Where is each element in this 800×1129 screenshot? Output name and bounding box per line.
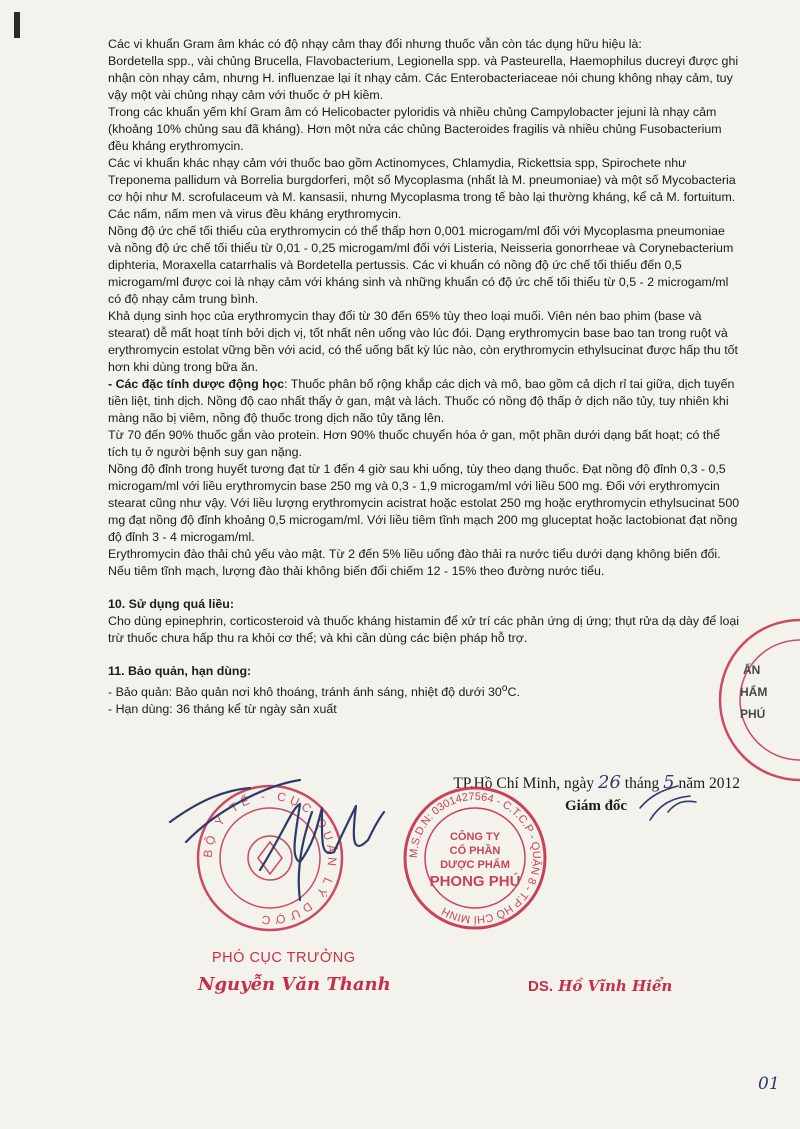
date-year: năm 2012 [678,775,740,792]
director-name-text: Hồ Vĩnh Hiển [558,977,673,995]
page-number: 01 [758,1074,780,1094]
paragraph-protein-binding: Từ 70 đến 90% thuốc gắn vào protein. Hơn 90% thuốc chuyển hóa ở gan, một phần dưới dạng bất hoạt; có thể tích tụ ở người bệnh suy gan nặng. [108,428,721,459]
company-stamp-ring-text: M.S.D.N: 0301427564 - C.T.C.P - QUẬN 8 - T.P HỒ CHÍ MINH [407,790,543,926]
director-title: Giám đốc [565,798,628,814]
company-stamp [405,788,545,928]
paragraph-mic: Nồng độ ức chế tối thiểu của erythromycin có thể thấp hơn 0,001 microgam/ml đối với Mycoplasma pneumoniae và nồng độ ức chế tối thiểu từ 0,01 - 0,25 microgam/ml đối với Listeria, Neisseria gonorrheae và Corynebacterium diphteria, Moraxella catarrhalis và Bordetella pertussis. Các vi khuẩn có nồng độ ức chế tối thiểu đến 0,5 microgam/ml được coi là nhạy cảm với kháng sinh và những khuẩn có độ ức chế tối thiểu từ 0,5 - 2 microgam/ml có độ nhạy cảm trung bình. [108,224,734,306]
pharmacokinetics-text: : Thuốc phân bố rộng khắp các dịch và mô, bao gồm cả dịch rỉ tai giữa, dịch tuyến tiền liệt, tinh dịch. Nồng độ cao nhất thấy ở gan, mật và lách. Thuốc có nồng độ thấp ở dịch não tủy, tuy nhiên khi màng não bị viêm, nồng độ thuốc trong dịch não tủy tăng lên. [108,377,735,425]
edge-stamp-line-1: ẤN [743,663,761,677]
date-day: 26 [598,772,621,793]
director-name [528,977,672,995]
paragraph-gram-negative-intro: Các vi khuẩn Gram âm khác có độ nhạy cảm thay đổi nhưng thuốc vẫn còn tác dụng hữu hiệu là: [108,37,642,51]
paragraph-gram-negative-species: Bordetella spp., vài chủng Brucella, Flavobacterium, Legionella spp. và Pasteurella, Haemophilus ducreyi được ghi nhận còn nhạy cảm, nhưng H. influenzae lại ít nhạy cảm. Các Enterobacteriaceae nói chung không nhạy cảm, tuy vậy một vài chủng nhạy cảm với thuốc ở pH kiềm. [108,54,739,102]
date-month: 5 [663,772,675,793]
pharmacokinetics-label: - Các đặc tính dược động học [108,377,285,391]
date-month-label: tháng [624,775,660,792]
paragraph-anaerobes: Trong các khuẩn yếm khí Gram âm có Helicobacter pyloridis và nhiều chủng Campylobacter jejuni là nhạy cảm (khoảng 10% chủng sau đã kháng). Hơn một nửa các chủng Bacteroides fragilis và nhiều chủng Fusobacterium đều kháng erythromycin. [108,105,722,153]
paragraph-other-bacteria: Các vi khuẩn khác nhạy cảm với thuốc bao gồm Actinomyces, Chlamydia, Rickettsia spp, Spirochete như Treponema pallidum và Borrelia burgdorferi, một số Mycoplasma (nhất là M. pneumoniae) và một số Mycobacteria cơ hội như M. scrofulaceum và M. kansasii, nhưng Mycoplasma trong tế bào lại thường kháng, kể cả M. fortuitum. [108,156,736,204]
section-11-expiry: - Hạn dùng: 36 tháng kể từ ngày sản xuất [108,702,337,717]
storage-text: - Bảo quản: Bảo quản nơi khô thoáng, tránh ánh sáng, nhiệt độ dưới 30 [108,685,502,700]
paragraph-fungi: Các nấm, nấm men và virus đều kháng erythromycin. [108,207,402,221]
director-prefix: DS. [528,978,554,995]
deputy-name: Nguyễn Văn Thanh [198,974,391,995]
company-stamp-line-3: DƯỢC PHẨM [440,859,510,871]
director-signature [640,786,696,820]
company-stamp-line-2: CỔ PHẦN [449,845,501,857]
company-stamp-line-4: PHONG PHÚ [429,873,521,890]
section-10-text: Cho dùng epinephrin, corticosteroid và thuốc kháng histamin để xử trí các phản ứng dị ứng; thụt rửa dạ dày để loại trừ thuốc chưa hấp thu ra khỏi cơ thể; và khi cần dùng các biện pháp hỗ trợ. [108,614,740,645]
paragraph-elimination: Erythromycin đào thải chủ yếu vào mật. Từ 2 đến 5% liều uống đào thải ra nước tiểu dưới dạng không biến đổi. Nếu tiêm tĩnh mạch, lượng đào thải không biến đổi chiếm 12 - 15% theo đường nước tiểu. [108,547,721,578]
section-11-title: 11. Bảo quản, hạn dùng: [108,664,252,678]
paragraph-peak-concentration: Nồng độ đỉnh trong huyết tương đạt từ 1 đến 4 giờ sau khi uống, tùy theo dạng thuốc. Đạt nồng độ đỉnh 0,3 - 0,5 microgam/ml với liều erythromycin base 250 mg và 0,3 - 1,9 microgam/ml với liều 500 mg. Đối với erythromycin stearat cũng như vậy. Với liều lượng erythromycin acistrat hoặc estolat 250 mg hoặc erythromycin ethylsucinat 500 mg đạt nồng độ đỉnh khoảng 0,5 microgam/ml. Với liều tiêm tĩnh mạch 200 mg gluceptat hoặc lactobionat đạt nồng độ đỉnh 3 - 4 microgam/ml. [108,462,740,544]
agency-stamp-ring-text: BỘ Y TẾ - CỤC QUẢN LÝ DƯỢC [200,788,340,928]
edge-stamp [720,620,800,780]
edge-stamp-line-2: HẨM [740,685,768,699]
paragraph-bioavailability: Khả dụng sinh học của erythromycin thay đổi từ 30 đến 65% tùy theo loại muối. Viên nén bao phim (base và stearat) dễ mất hoạt tính bởi dịch vị, tốt nhất nên uống vào lúc đói. Dạng erythromycin base bao tan trong ruột và erythromycin estolat vững bền với acid, có thể uống bất kỳ lúc nào, còn erythromycin ethylsucinat được hấp thu tốt hơn khi dùng trong bữa ăn. [108,309,738,374]
company-stamp-line-1: CÔNG TY [449,831,501,843]
agency-stamp [198,786,342,930]
storage-unit: C. [507,685,520,700]
edge-stamp-line-3: PHÚ [740,707,766,721]
date-prefix: TP.Hồ Chí Minh, ngày [453,775,595,792]
section-10-title: 10. Sử dụng quá liều: [108,597,235,611]
deputy-title: PHÓ CỤC TRƯỞNG [212,950,356,966]
degree-mark: o [501,683,508,694]
